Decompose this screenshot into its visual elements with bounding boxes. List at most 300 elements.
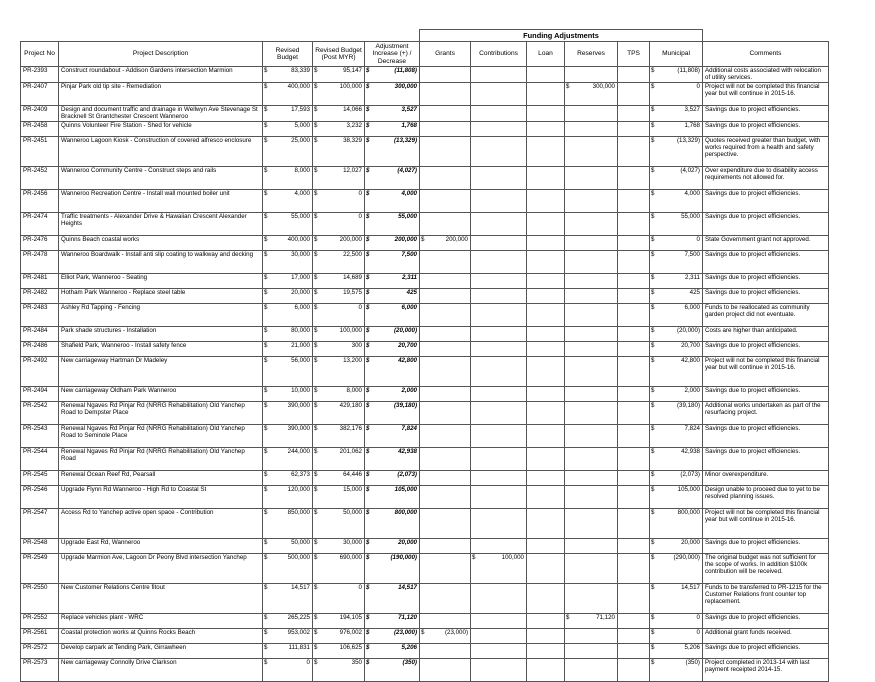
cell-comment [703,424,829,447]
cell-grants [420,508,471,538]
cell-grants [420,121,471,136]
cell-description [59,326,263,341]
cell-tps [618,613,650,628]
cell-revised-budget-post [313,326,365,341]
cell-comment-value: Savings due to project efficiencies. [705,121,801,129]
cell-municipal [650,105,703,121]
cell-revised-budget-value: 8,000 [294,166,310,174]
cell-loan [527,401,565,424]
cell-description [59,508,263,538]
cell-revised-budget-post-value: 19,575 [343,288,362,296]
currency-symbol: $ [314,470,318,478]
cell-description-value: Park shade structures - Installation [61,326,157,334]
cell-revised-budget-value: 50,000 [291,538,310,546]
cell-municipal-value: (39,180) [676,401,700,409]
cell-revised-budget-value: 6,000 [294,303,310,311]
cell-loan [527,121,565,136]
currency-symbol: $ [651,470,655,478]
cell-reserves [565,341,618,356]
cell-contributions [471,121,527,136]
cell-comment-value: Additional works undertaken as part of the resurfacing project. [705,401,821,417]
cell-tps [618,341,650,356]
cell-project-no [21,235,59,250]
currency-symbol: $ [651,508,655,516]
cell-revised-budget-post-value: 100,000 [339,82,362,90]
cell-comment [703,136,829,166]
cell-adjustment [365,401,420,424]
currency-symbol: $ [314,485,318,493]
cell-adjustment [365,105,420,121]
cell-revised-budget-post [313,628,365,643]
cell-loan [527,643,565,658]
cell-comment [703,470,829,485]
cell-revised-budget-value: 80,000 [291,326,310,334]
cell-reserves [565,583,618,613]
cell-revised-budget [263,401,313,424]
cell-comment-value: Project will not be completed this financial year but will continue in 2015-16. [705,508,820,524]
cell-municipal [650,121,703,136]
cell-comment [703,250,829,273]
cell-description-value: Renewal Ngaves Rd Pinjar Rd (NRRG Rehabilitation) Old Yanchep Road to Seminole Place [61,424,245,440]
currency-symbol: $ [366,303,370,311]
cell-revised-budget-post [313,166,365,189]
cell-contributions [471,553,527,583]
cell-loan [527,235,565,250]
col-revised-budget-post: Revised Budget (Post MYR) [313,42,365,67]
cell-grants [420,273,471,288]
cell-municipal-value: 800,000 [677,508,700,516]
cell-comment [703,121,829,136]
currency-symbol: $ [366,447,370,455]
cell-revised-budget-post [313,303,365,326]
cell-revised-budget-value: 5,000 [294,121,310,129]
currency-symbol: $ [651,643,655,651]
currency-symbol: $ [651,212,655,220]
cell-municipal-value: (350) [685,658,700,666]
cell-municipal [650,508,703,538]
cell-adjustment-value: 7,824 [401,424,417,432]
currency-symbol: $ [314,189,318,197]
currency-symbol: $ [264,82,268,90]
cell-revised-budget-post [313,470,365,485]
col-tps: TPS [618,42,650,67]
table-row [21,583,829,613]
currency-symbol: $ [366,136,370,144]
currency-symbol: $ [314,288,318,296]
currency-symbol: $ [366,166,370,174]
cell-description-value: Ashley Rd Tapping - Fencing [61,303,140,311]
cell-adjustment-value: 55,000 [398,212,417,220]
cell-grants [420,628,471,643]
currency-symbol: $ [651,67,655,74]
cell-revised-budget [263,273,313,288]
cell-municipal-value: 0 [696,82,700,90]
cell-contributions [471,189,527,212]
cell-revised-budget-post [313,356,365,386]
cell-adjustment [365,250,420,273]
cell-loan [527,212,565,235]
currency-symbol: $ [264,643,268,651]
cell-grants-value: 200,000 [445,235,468,243]
cell-municipal-value: 20,000 [681,538,700,546]
cell-grants [420,212,471,235]
currency-symbol: $ [651,628,655,636]
cell-revised-budget-value: 25,000 [291,136,310,144]
cell-adjustment [365,189,420,212]
cell-municipal [650,82,703,105]
cell-comment-value: Savings due to project efficiencies. [705,424,801,432]
cell-revised-budget-post [313,583,365,613]
cell-description-value: Design and document traffic and drainage in Wellwyn Ave Stevenage St Bracknell St Grantchester Crescent Wanneroo [61,105,258,121]
cell-municipal [650,386,703,401]
cell-adjustment-value: 105,000 [394,485,417,493]
cell-tps [618,235,650,250]
cell-revised-budget [263,470,313,485]
cell-description-value: Access Rd to Yanchep active open space - Contribution [61,508,214,516]
cell-comment-value: Savings due to project efficiencies. [705,538,801,546]
cell-revised-budget-value: 265,225 [287,613,310,621]
cell-revised-budget-post-value: 95,147 [343,67,362,74]
cell-revised-budget [263,105,313,121]
cell-revised-budget-post-value: 12,027 [343,166,362,174]
currency-symbol: $ [651,105,655,113]
cell-loan [527,424,565,447]
table-row [21,273,829,288]
currency-symbol: $ [366,189,370,197]
cell-adjustment-value: 5,206 [401,643,417,651]
cell-revised-budget-post [313,105,365,121]
currency-symbol: $ [264,447,268,455]
currency-symbol: $ [651,326,655,334]
cell-loan [527,189,565,212]
cell-revised-budget-post [313,235,365,250]
cell-municipal-value: 7,500 [684,250,700,258]
cell-contributions [471,67,527,83]
cell-comment [703,166,829,189]
cell-municipal-value: 42,800 [681,356,700,364]
cell-loan [527,273,565,288]
cell-adjustment [365,485,420,508]
cell-municipal-value: 14,517 [681,583,700,591]
cell-contributions [471,401,527,424]
cell-adjustment-value: 200,000 [394,235,417,243]
cell-tps [618,538,650,553]
cell-description [59,105,263,121]
cell-contributions [471,273,527,288]
cell-project-no-value: PR-2542 [23,401,48,409]
cell-municipal-value: (13,329) [676,136,700,144]
cell-comment [703,658,829,681]
cell-contributions [471,341,527,356]
cell-description-value: Quinns Beach coastal works [61,235,140,243]
cell-reserves [565,121,618,136]
cell-revised-budget-post-value: 201,062 [339,447,362,455]
cell-grants [420,613,471,628]
cell-adjustment [365,424,420,447]
cell-municipal [650,643,703,658]
cell-revised-budget-post-value: 22,500 [343,250,362,258]
cell-tps [618,326,650,341]
cell-tps [618,82,650,105]
cell-revised-budget-post-value: 382,176 [339,424,362,432]
cell-project-no-value: PR-2393 [23,67,48,74]
cell-municipal-value: (11,808) [677,67,700,74]
cell-reserves [565,212,618,235]
cell-comment-value: Savings due to project efficiencies. [705,643,801,651]
cell-project-no [21,356,59,386]
cell-adjustment-value: 20,000 [398,538,417,546]
cell-grants [420,136,471,166]
cell-description-value: Wanneroo Lagoon Kiosk - Construction of covered alfresco enclosure [61,136,252,144]
cell-comment [703,447,829,470]
cell-municipal [650,401,703,424]
cell-municipal-value: 105,000 [677,485,700,493]
cell-municipal [650,136,703,166]
cell-revised-budget-post [313,401,365,424]
cell-loan [527,386,565,401]
cell-grants [420,386,471,401]
cell-adjustment [365,553,420,583]
currency-symbol: $ [421,235,425,243]
cell-comment [703,341,829,356]
cell-adjustment [365,356,420,386]
cell-description [59,166,263,189]
cell-reserves [565,356,618,386]
cell-revised-budget-post-value: 429,180 [339,401,362,409]
cell-contributions [471,447,527,470]
table-row [21,166,829,189]
cell-comment-value: Additional grant funds received. [705,628,792,636]
cell-revised-budget-value: 21,000 [291,341,310,349]
cell-revised-budget-post-value: 100,000 [339,326,362,334]
currency-symbol: $ [651,583,655,591]
cell-municipal [650,613,703,628]
currency-symbol: $ [314,401,318,409]
cell-revised-budget-post-value: 200,000 [339,235,362,243]
cell-description [59,447,263,470]
cell-revised-budget-post [313,447,365,470]
cell-comment [703,356,829,386]
cell-contributions [471,424,527,447]
cell-revised-budget-post-value: 8,000 [346,386,362,394]
cell-description [59,356,263,386]
currency-symbol: $ [264,583,268,591]
cell-revised-budget-value: 10,000 [291,386,310,394]
cell-grants [420,424,471,447]
cell-tps [618,658,650,681]
cell-reserves [565,136,618,166]
cell-contributions [471,613,527,628]
currency-symbol: $ [366,235,370,243]
col-contributions: Contributions [471,42,527,67]
cell-municipal [650,288,703,303]
cell-revised-budget-post-value: 0 [358,303,362,311]
cell-tps [618,508,650,538]
cell-revised-budget-value: 14,517 [291,583,310,591]
currency-symbol: $ [314,643,318,651]
cell-tps [618,628,650,643]
cell-revised-budget-post-value: 106,625 [339,643,362,651]
cell-revised-budget [263,288,313,303]
cell-comment [703,189,829,212]
currency-symbol: $ [264,538,268,546]
cell-revised-budget-post [313,386,365,401]
cell-project-no-value: PR-2481 [23,273,48,281]
table-row [21,250,829,273]
currency-symbol: $ [314,613,318,621]
cell-project-no [21,121,59,136]
cell-revised-budget-post-value: 0 [358,583,362,591]
cell-municipal-value: 2,000 [684,386,700,394]
cell-revised-budget-post [313,273,365,288]
cell-adjustment [365,273,420,288]
cell-comment [703,326,829,341]
cell-reserves [565,658,618,681]
cell-loan [527,356,565,386]
cell-revised-budget-post [313,424,365,447]
cell-reserves [565,424,618,447]
cell-revised-budget [263,508,313,538]
currency-symbol: $ [264,273,268,281]
cell-revised-budget-post-value: 38,329 [343,136,362,144]
currency-symbol: $ [366,613,370,621]
cell-municipal-value: (2,073) [680,470,700,478]
cell-adjustment [365,121,420,136]
currency-symbol: $ [264,212,268,220]
currency-symbol: $ [264,67,268,74]
cell-grants [420,643,471,658]
cell-reserves [565,288,618,303]
cell-adjustment [365,447,420,470]
table-row [21,105,829,121]
cell-comment-value: The original budget was not sufficient for the scope of works. In addition $100k contribution will be received. [705,553,816,576]
cell-loan [527,67,565,83]
cell-contributions [471,643,527,658]
cell-loan [527,628,565,643]
cell-municipal-value: 0 [696,613,700,621]
cell-revised-budget-post [313,189,365,212]
cell-adjustment [365,386,420,401]
cell-revised-budget-value: 17,000 [291,273,310,281]
currency-symbol: $ [314,250,318,258]
cell-municipal [650,166,703,189]
currency-symbol: $ [314,105,318,113]
cell-municipal-value: 2,311 [684,273,700,281]
cell-contributions [471,658,527,681]
cell-adjustment-value: 42,938 [398,447,417,455]
cell-description-value: Renewal Ocean Reef Rd, Pearsall [61,470,156,478]
cell-municipal [650,538,703,553]
cell-revised-budget [263,82,313,105]
cell-municipal-value: 4,000 [684,189,700,197]
cell-grants [420,166,471,189]
cell-project-no-value: PR-2486 [23,341,48,349]
cell-adjustment [365,658,420,681]
currency-symbol: $ [366,508,370,516]
cell-description-value: Coastal protection works at Quinns Rocks Beach [61,628,196,636]
cell-revised-budget-post [313,212,365,235]
cell-adjustment [365,326,420,341]
currency-symbol: $ [264,628,268,636]
cell-project-no [21,613,59,628]
cell-description-value: Elliot Park, Wanneroo - Seating [61,273,148,281]
cell-contributions [471,485,527,508]
cell-description-value: Traffic treatments - Alexander Drive & Hawaiian Crescent Alexander Heights [61,212,247,228]
cell-project-no [21,136,59,166]
cell-comment-value: Savings due to project efficiencies. [705,105,801,113]
cell-description [59,212,263,235]
currency-symbol: $ [314,658,318,666]
cell-adjustment-value: 3,527 [401,105,417,113]
cell-municipal [650,67,703,83]
cell-municipal-value: 20,700 [681,341,700,349]
cell-description-value: New carriageway Connolly Drive Clarkson [61,658,177,666]
cell-tps [618,386,650,401]
cell-revised-budget-post-value: 3,232 [346,121,362,129]
cell-loan [527,658,565,681]
cell-revised-budget-post [313,136,365,166]
currency-symbol: $ [314,303,318,311]
cell-adjustment-value: 425 [406,288,417,296]
currency-symbol: $ [366,401,370,409]
cell-comment-value: Funds to be reallocated as community garden project did not eventuate. [705,303,810,319]
currency-symbol: $ [651,613,655,621]
cell-description-value: New carriageway Hartman Dr Madeley [61,356,168,364]
cell-municipal-value: 3,527 [684,105,700,113]
cell-description [59,273,263,288]
currency-symbol: $ [264,136,268,144]
cell-revised-budget [263,67,313,83]
currency-symbol: $ [314,553,318,561]
cell-project-no [21,658,59,681]
cell-tps [618,273,650,288]
cell-description-value: New Customer Relations Centre fitout [61,583,165,591]
cell-project-no [21,67,59,83]
cell-revised-budget-value: 30,000 [291,250,310,258]
cell-revised-budget [263,643,313,658]
cell-adjustment-value: 2,000 [401,386,417,394]
currency-symbol: $ [366,658,370,666]
cell-loan [527,583,565,613]
currency-symbol: $ [651,121,655,129]
cell-municipal [650,447,703,470]
cell-adjustment-value: 71,120 [398,613,417,621]
cell-comment [703,643,829,658]
cell-description-value: Shafield Park, Wanneroo - Install safety fence [61,341,187,349]
currency-symbol: $ [651,82,655,90]
cell-revised-budget-post [313,341,365,356]
cell-grants [420,189,471,212]
cell-municipal-value: 5,206 [684,643,700,651]
cell-project-no [21,166,59,189]
currency-symbol: $ [314,538,318,546]
table-row [21,401,829,424]
cell-loan [527,485,565,508]
cell-revised-budget-post-value: 14,689 [343,273,362,281]
cell-grants [420,105,471,121]
cell-revised-budget-post-value: 0 [358,212,362,220]
cell-adjustment-value: 300,000 [394,82,417,90]
currency-symbol: $ [651,658,655,666]
cell-tps [618,424,650,447]
currency-symbol: $ [366,326,370,334]
cell-revised-budget [263,121,313,136]
cell-project-no [21,643,59,658]
cell-revised-budget-post [313,288,365,303]
table-row [21,485,829,508]
cell-comment-value: Savings due to project efficiencies. [705,212,801,220]
cell-tps [618,553,650,583]
